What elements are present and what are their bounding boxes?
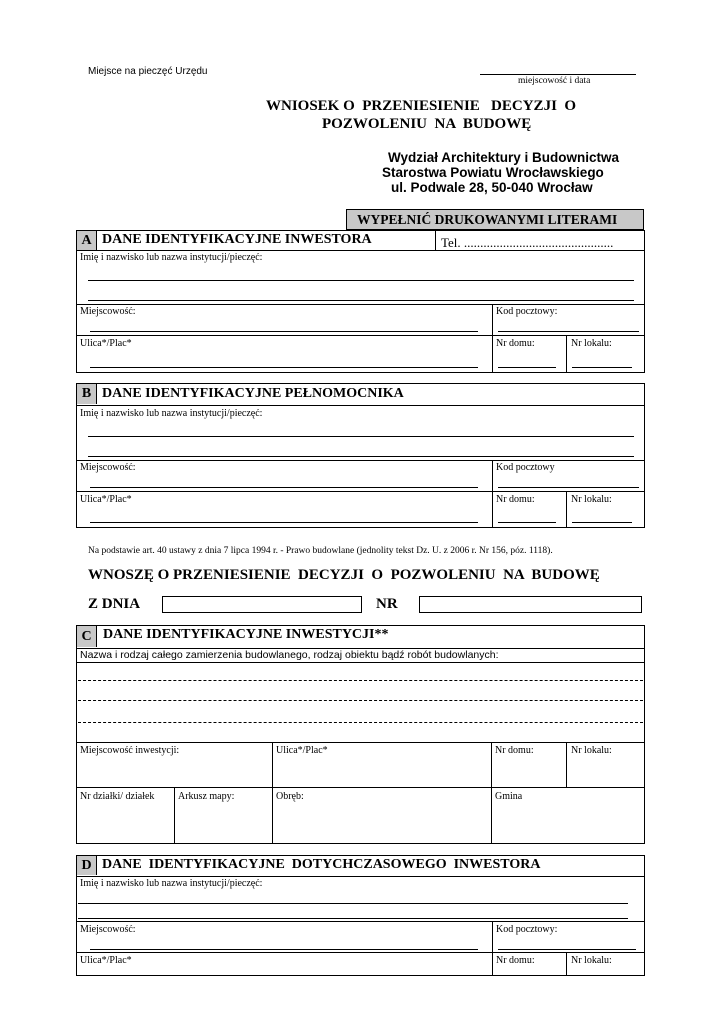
- divider: [566, 742, 567, 787]
- divider: [492, 460, 493, 528]
- divider: [76, 250, 645, 251]
- section-a-name-field-1[interactable]: [88, 280, 634, 281]
- section-d-name-field-1[interactable]: [78, 903, 628, 904]
- section-c-flat-label[interactable]: Nr lokalu:: [571, 745, 612, 756]
- place-date-line[interactable]: [480, 74, 636, 75]
- request-heading: WNOSZĘ O PRZENIESIENIE DECYZJI O POZWOLENIU NA BUDOWĘ: [88, 567, 600, 583]
- divider: [76, 921, 645, 922]
- section-a-house-label: Nr domu:: [496, 338, 535, 349]
- request-number-field[interactable]: [419, 596, 642, 613]
- section-a-flat-field[interactable]: [572, 367, 632, 368]
- section-b-letter: B: [77, 384, 97, 404]
- section-a-city-label: Miejscowość:: [80, 306, 136, 317]
- section-a-name-label: Imię i nazwisko lub nazwa instytucji/pieczęć:: [80, 252, 263, 263]
- section-a-postal-field[interactable]: [498, 331, 639, 332]
- section-c-precinct-label[interactable]: Obręb:: [276, 791, 304, 802]
- document-title-line2: POZWOLENIU NA BUDOWĘ: [322, 116, 532, 132]
- divider: [272, 742, 273, 844]
- section-d-city-label: Miejscowość:: [80, 924, 136, 935]
- divider: [174, 787, 175, 844]
- section-b-street-label: Ulica*/Plac*: [80, 494, 132, 505]
- section-a-title: DANE IDENTYFIKACYJNE INWESTORA: [102, 232, 372, 247]
- section-c-desc-field-1[interactable]: [78, 680, 643, 681]
- section-b-city-field[interactable]: [90, 487, 478, 488]
- section-c-house-label[interactable]: Nr domu:: [495, 745, 534, 756]
- section-b-house-field[interactable]: [498, 522, 556, 523]
- section-b-flat-field[interactable]: [572, 522, 632, 523]
- stamp-place-label: Miejsce na pieczęć Urzędu: [88, 66, 208, 77]
- section-a-tel[interactable]: Tel. ..............................................: [441, 235, 614, 250]
- section-d-name-label: Imię i nazwisko lub nazwa instytucji/pieczęć:: [80, 878, 263, 889]
- office-line2: Starostwa Powiatu Wrocławskiego: [382, 165, 604, 180]
- divider: [566, 491, 567, 528]
- fill-notice: [346, 209, 644, 230]
- section-c-city-label[interactable]: Miejscowość inwestycji:: [80, 745, 180, 756]
- divider: [76, 460, 645, 461]
- divider: [491, 742, 492, 844]
- section-d-house-label: Nr domu:: [496, 955, 535, 966]
- section-c-commune-label[interactable]: Gmina: [495, 791, 523, 802]
- section-d-title: DANE IDENTYFIKACYJNE DOTYCHCZASOWEGO INWESTORA: [102, 857, 541, 872]
- divider: [76, 491, 645, 492]
- section-c-sheet-label[interactable]: Arkusz mapy:: [178, 791, 235, 802]
- divider: [566, 952, 567, 976]
- section-d-street-label: Ulica*/Plac*: [80, 955, 132, 966]
- divider: [76, 405, 645, 406]
- section-d-postal-field[interactable]: [498, 949, 636, 950]
- divider: [76, 787, 645, 788]
- place-date-label: miejscowość i data: [518, 76, 591, 86]
- section-a-postal-label: Kod pocztowy:: [496, 306, 558, 317]
- section-a-name-field-2[interactable]: [88, 300, 634, 301]
- section-a-city-field[interactable]: [90, 331, 478, 332]
- section-d-postal-label: Kod pocztowy:: [496, 924, 558, 935]
- section-b-flat-label: Nr lokalu:: [571, 494, 612, 505]
- divider: [492, 921, 493, 976]
- legal-basis: Na podstawie art. 40 ustawy z dnia 7 lipca 1994 r. - Prawo budowlane (jednolity tekst Dz. U. z 2006 r. Nr 156, póz. 1118).: [88, 546, 553, 556]
- section-b-name-label: Imię i nazwisko lub nazwa instytucji/pieczęć:: [80, 408, 263, 419]
- section-d-name-field-2[interactable]: [78, 918, 628, 919]
- section-b-house-label: Nr domu:: [496, 494, 535, 505]
- section-a-house-field[interactable]: [498, 367, 556, 368]
- request-date-field[interactable]: [162, 596, 362, 613]
- request-number-label: NR: [376, 596, 398, 612]
- section-b-name-field-2[interactable]: [88, 456, 634, 457]
- divider: [76, 952, 645, 953]
- fill-notice-text: WYPEŁNIĆ DRUKOWANYMI LITERAMI: [357, 212, 618, 227]
- divider: [76, 335, 645, 336]
- section-c-desc-field-3[interactable]: [78, 722, 643, 723]
- section-c-letter: C: [77, 626, 97, 647]
- section-b-postal-field[interactable]: [498, 487, 639, 488]
- divider: [76, 662, 645, 663]
- divider: [76, 304, 645, 305]
- section-c-desc-label: Nazwa i rodzaj całego zamierzenia budowlanego, rodzaj obiektu bądź robót budowlanych:: [80, 649, 499, 661]
- section-c-title: DANE IDENTYFIKACYJNE INWESTYCJI**: [103, 627, 389, 642]
- section-d-city-field[interactable]: [90, 949, 478, 950]
- divider: [435, 230, 436, 250]
- section-b-city-label: Miejscowość:: [80, 462, 136, 473]
- section-d: [76, 855, 645, 976]
- request-date-label: Z DNIA: [88, 596, 141, 612]
- section-a-street-field[interactable]: [90, 367, 478, 368]
- section-c-plot-label[interactable]: Nr działki/ działek: [80, 791, 155, 802]
- section-c-street-label[interactable]: Ulica*/Plac*: [276, 745, 328, 756]
- section-d-flat-label: Nr lokalu:: [571, 955, 612, 966]
- divider: [492, 304, 493, 373]
- section-a-letter: A: [77, 231, 97, 250]
- office-line3: ul. Podwale 28, 50-040 Wrocław: [391, 180, 593, 195]
- divider: [566, 335, 567, 373]
- section-a-street-label: Ulica*/Plac*: [80, 338, 132, 349]
- office-line1: Wydział Architektury i Budownictwa: [388, 150, 620, 165]
- section-b-title: DANE IDENTYFIKACYJNE PEŁNOMOCNIKA: [102, 386, 404, 401]
- section-b-street-field[interactable]: [90, 522, 478, 523]
- section-c-desc-field-2[interactable]: [78, 700, 643, 701]
- section-d-letter: D: [77, 856, 97, 875]
- section-b-postal-label: Kod pocztowy: [496, 462, 555, 473]
- section-b-name-field-1[interactable]: [88, 436, 634, 437]
- divider: [76, 876, 645, 877]
- section-a-flat-label: Nr lokalu:: [571, 338, 612, 349]
- divider: [76, 742, 645, 743]
- document-title-line1: WNIOSEK O PRZENIESIENIE DECYZJI O: [266, 98, 577, 114]
